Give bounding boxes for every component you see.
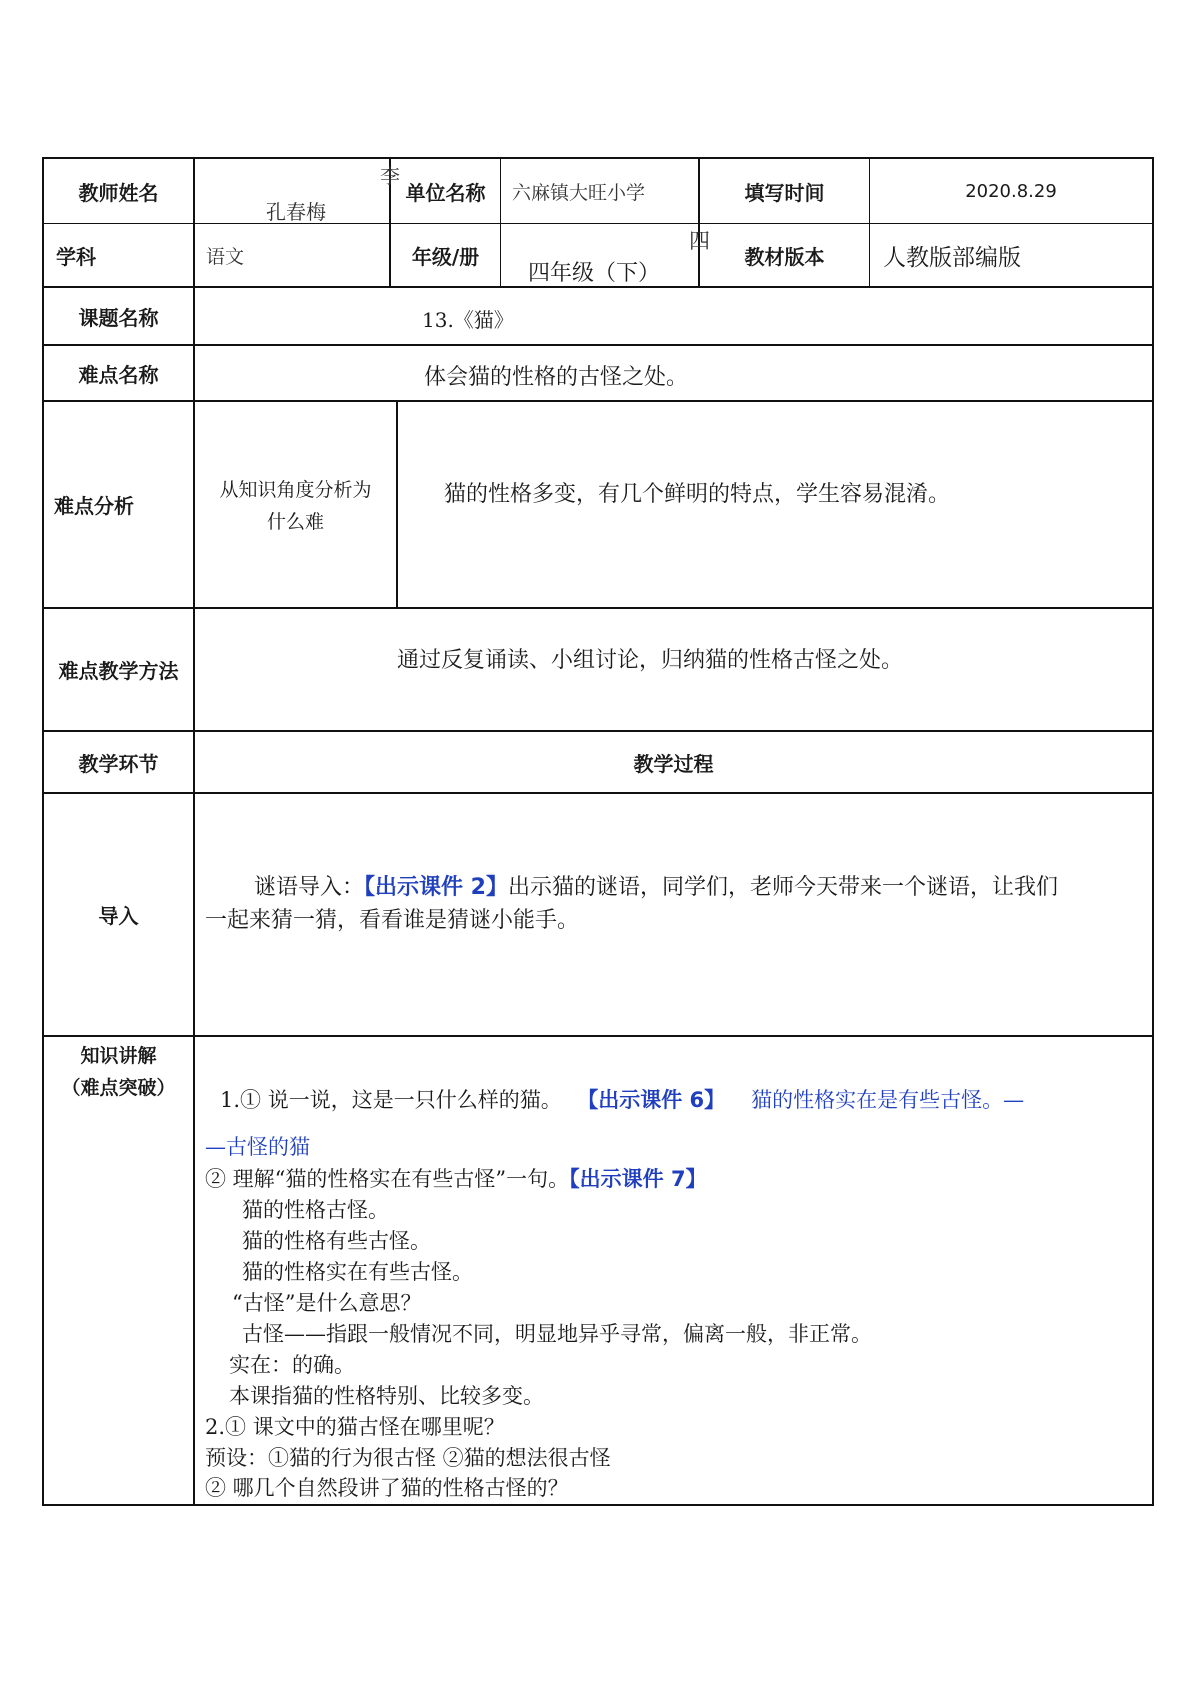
knowledge-line-9: 实在：的确。 bbox=[229, 1353, 355, 1377]
fill-date-value: 2020.8.29 bbox=[965, 180, 1057, 202]
intro-label: 导入 bbox=[98, 904, 139, 928]
teacher-name-value: 孔春梅 bbox=[266, 200, 326, 224]
row-line-3 bbox=[42, 344, 1154, 346]
process-step-label: 教学环节 bbox=[78, 751, 159, 776]
grade-value: 四年级（下） bbox=[528, 261, 661, 286]
intro-line2: 一起来猜一猜，看看谁是猜谜小能手。 bbox=[205, 908, 580, 933]
knowledge-line-3 bbox=[205, 1164, 707, 1194]
knowledge-label bbox=[44, 1040, 193, 1104]
difficulty-label: 难点名称 bbox=[78, 362, 159, 387]
knowledge-line-6: 猫的性格实在有些古怪。 bbox=[242, 1260, 473, 1284]
subject-value: 语文 bbox=[206, 245, 245, 268]
difficulty-value: 体会猫的性格的古怪之处。 bbox=[424, 365, 689, 390]
label-column-line bbox=[193, 157, 195, 1506]
knowledge-line-1-prefix: 1.① 说一说，这是一只什么样的猫。 bbox=[220, 1088, 562, 1112]
analysis-sub-label-line1: 从知识角度分析为 bbox=[219, 479, 372, 501]
textbook-label: 教材版本 bbox=[744, 244, 825, 269]
table-border-bottom bbox=[42, 1504, 1154, 1506]
textbook-value: 人教版部编版 bbox=[883, 244, 1021, 271]
knowledge-line-4: 猫的性格古怪。 bbox=[242, 1198, 389, 1222]
grade-label: 年级/册 bbox=[411, 244, 480, 269]
intro-courseware-tag: 【出示课件 2】 bbox=[364, 875, 508, 900]
row-line-8 bbox=[42, 1035, 1154, 1037]
knowledge-line-11: 2.① 课文中的猫古怪在哪里呢？ bbox=[205, 1415, 505, 1439]
col-line-analysis bbox=[396, 400, 398, 608]
analysis-label: 难点分析 bbox=[54, 494, 134, 518]
knowledge-label-line2: （难点突破） bbox=[61, 1077, 176, 1099]
table-border-right bbox=[1152, 157, 1154, 1506]
knowledge-line-13: ② 哪几个自然段讲了猫的性格古怪的？ bbox=[205, 1476, 569, 1500]
analysis-sub-label bbox=[195, 474, 396, 544]
topic-label: 课题名称 bbox=[78, 305, 159, 330]
knowledge-line-3-prefix: ② 理解“猫的性格实在有些古怪”一句。 bbox=[205, 1167, 570, 1191]
method-label: 难点教学方法 bbox=[58, 659, 179, 683]
unit-name-value: 六麻镇大旺小学 bbox=[512, 181, 646, 204]
knowledge-line-12: 预设：①猫的行为很古怪 ②猫的想法很古怪 bbox=[205, 1446, 611, 1470]
subject-label: 学科 bbox=[56, 244, 96, 269]
knowledge-courseware-7-tag: 【出示课件 7】 bbox=[569, 1167, 707, 1191]
topic-value: 13.《猫》 bbox=[422, 308, 514, 332]
intro-line1-prefix: 谜语导入： bbox=[254, 875, 365, 900]
unit-name-label: 单位名称 bbox=[405, 180, 486, 205]
knowledge-line-8: 古怪——指跟一般情况不同，明显地异乎寻常，偏离一般，非正常。 bbox=[242, 1322, 872, 1346]
analysis-value: 猫的性格多变，有几个鲜明的特点，学生容易混淆。 bbox=[444, 482, 951, 507]
method-value: 通过反复诵读、小组讨论，归纳猫的性格古怪之处。 bbox=[397, 648, 904, 673]
teacher-name-label: 教师姓名 bbox=[78, 180, 159, 205]
knowledge-line-5: 猫的性格有些古怪。 bbox=[242, 1229, 431, 1253]
fill-date-label: 填写时间 bbox=[744, 180, 825, 205]
knowledge-line-7: “古怪”是什么意思？ bbox=[232, 1291, 422, 1315]
row-line-7 bbox=[42, 792, 1154, 794]
teacher-name-extra: 李 bbox=[380, 164, 400, 188]
knowledge-line-1-blue: 猫的性格实在是有些古怪。— bbox=[751, 1088, 1025, 1112]
row-line-5 bbox=[42, 607, 1154, 609]
knowledge-line-1 bbox=[220, 1085, 1024, 1115]
knowledge-line-2: —古怪的猫 bbox=[205, 1135, 310, 1159]
knowledge-courseware-6-tag: 【出示课件 6】 bbox=[587, 1088, 726, 1112]
intro-line1-suffix: 出示猫的谜语，同学们，老师今天带来一个谜语，让我们 bbox=[507, 875, 1058, 900]
knowledge-label-line1: 知识讲解 bbox=[80, 1045, 157, 1067]
knowledge-line-10: 本课指猫的性格特别、比较多变。 bbox=[229, 1384, 544, 1408]
grade-extra: 四 bbox=[689, 229, 710, 253]
col-line-unit bbox=[500, 157, 501, 287]
intro-line1 bbox=[254, 870, 1058, 901]
process-label: 教学过程 bbox=[633, 751, 714, 776]
row-line-4 bbox=[42, 400, 1154, 402]
analysis-sub-label-line2: 什么难 bbox=[266, 511, 324, 533]
